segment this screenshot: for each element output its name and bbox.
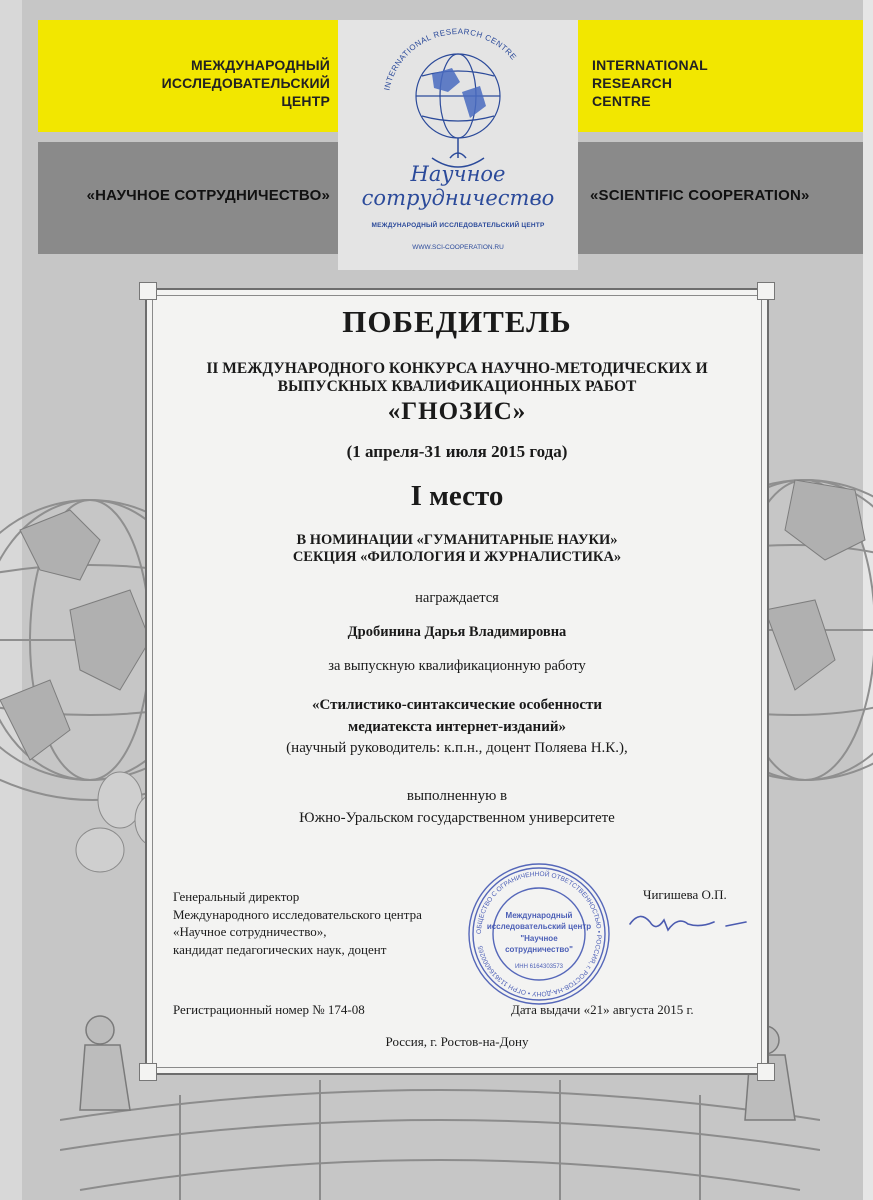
university-name: Южно-Уральском государственном университете [299,810,615,826]
org-name-russian [60,56,330,110]
logo-subtitle: МЕЖДУНАРОДНЫЙ ИССЛЕДОВАТЕЛЬСКИЙ ЦЕНТР [371,222,545,229]
recipient-name: Дробинина Дарья Владимировна [347,624,567,640]
logo-title-line: сотрудничество [361,186,555,210]
supervisor: (научный руководитель: к.п.н., доцент Поляева Н.К.), [286,740,628,756]
signer-line: Генеральный директор [173,889,300,904]
work-title-line: «Стилистико-синтаксические особенности [311,697,603,713]
signer-title [173,888,422,958]
signer-line: Международного исследовательского центра [173,906,422,922]
contest-dates: (1 апреля-31 июля 2015 года) [346,442,568,461]
work-title [147,694,767,738]
cooperation-title-english: «SCIENTIFIC COOPERATION» [590,187,810,204]
org-name-en-line: CENTRE [592,93,651,109]
organization-logo [352,26,564,266]
org-name-english [592,56,832,110]
org-name-ru-line: МЕЖДУНАРОДНЫЙ [190,57,330,73]
signer-line: «Научное сотрудничество», [173,924,327,939]
org-name-ru-line: ИССЛЕДОВАТЕЛЬСКИЙ [161,75,330,91]
place-award: I место [410,480,504,512]
logo-url: WWW.SCI-COOPERATION.RU [412,244,504,251]
issue-date: Дата выдачи «21» августа 2015 г. [511,1002,694,1017]
awarded-label: награждается [415,590,499,606]
certificate-frame [145,288,769,1075]
frame-corner [757,1063,775,1081]
logo-title [338,162,578,210]
stamp-inn: ИНН 6164303573 [514,964,564,970]
org-name-en-line: RESEARCH [592,75,673,91]
nomination-line: В НОМИНАЦИИ «ГУМАНИТАРНЫЕ НАУКИ» [296,532,618,548]
work-title-line: медиатекста интернет-изданий» [347,719,566,735]
contest-description [147,360,767,396]
stamp-center-line: сотрудничество" [505,945,573,954]
contest-line: ВЫПУСКНЫХ КВАЛИФИКАЦИОННЫХ РАБОТ [277,378,637,395]
org-name-ru-line: ЦЕНТР [281,93,330,109]
stamp-ring-text: ОБЩЕСТВО С ОГРАНИЧЕННОЙ ОТВЕТСТВЕННОСТЬЮ • РОССИЯ, г. РОСТОВ-НА-ДОНУ • ОГРН 1136164000265 [475,870,603,998]
nomination [147,532,767,566]
section-line: СЕКЦИЯ «ФИЛОЛОГИЯ И ЖУРНАЛИСТИКА» [292,549,622,565]
signer-line: кандидат педагогических наук, доцент [173,941,387,957]
logo-arc-text: INTERNATIONAL RESEARCH CENTRE [382,26,519,92]
for-work-label: за выпускную квалификационную работу [328,658,586,674]
frame-corner [757,282,775,300]
frame-corner [139,1063,157,1081]
cooperation-title-russian: «НАУЧНОЕ СОТРУДНИЧЕСТВО» [86,187,330,204]
signer-name: Чигишева О.П. [643,887,727,902]
issue-city: Россия, г. Ростов-на-Дону [385,1034,529,1049]
official-stamp [465,860,613,1008]
contest-line: II МЕЖДУНАРОДНОГО КОНКУРСА НАУЧНО-МЕТОДИЧЕСКИХ И [206,360,708,377]
stamp-center-line: исследовательский центр [486,922,592,931]
org-name-en-line: INTERNATIONAL [592,57,708,73]
completed-at-label: выполненную в [406,788,508,804]
winner-heading: ПОБЕДИТЕЛЬ [342,304,572,339]
stamp-center-line: Международный [505,911,573,920]
logo-title-line: Научное [410,162,506,186]
stamp-center-line: "Научное [520,934,558,943]
frame-corner [139,282,157,300]
registration-number: Регистрационный номер № 174-08 [173,1002,365,1017]
contest-name: «ГНОЗИС» [387,398,527,425]
handwritten-signature [622,902,752,942]
